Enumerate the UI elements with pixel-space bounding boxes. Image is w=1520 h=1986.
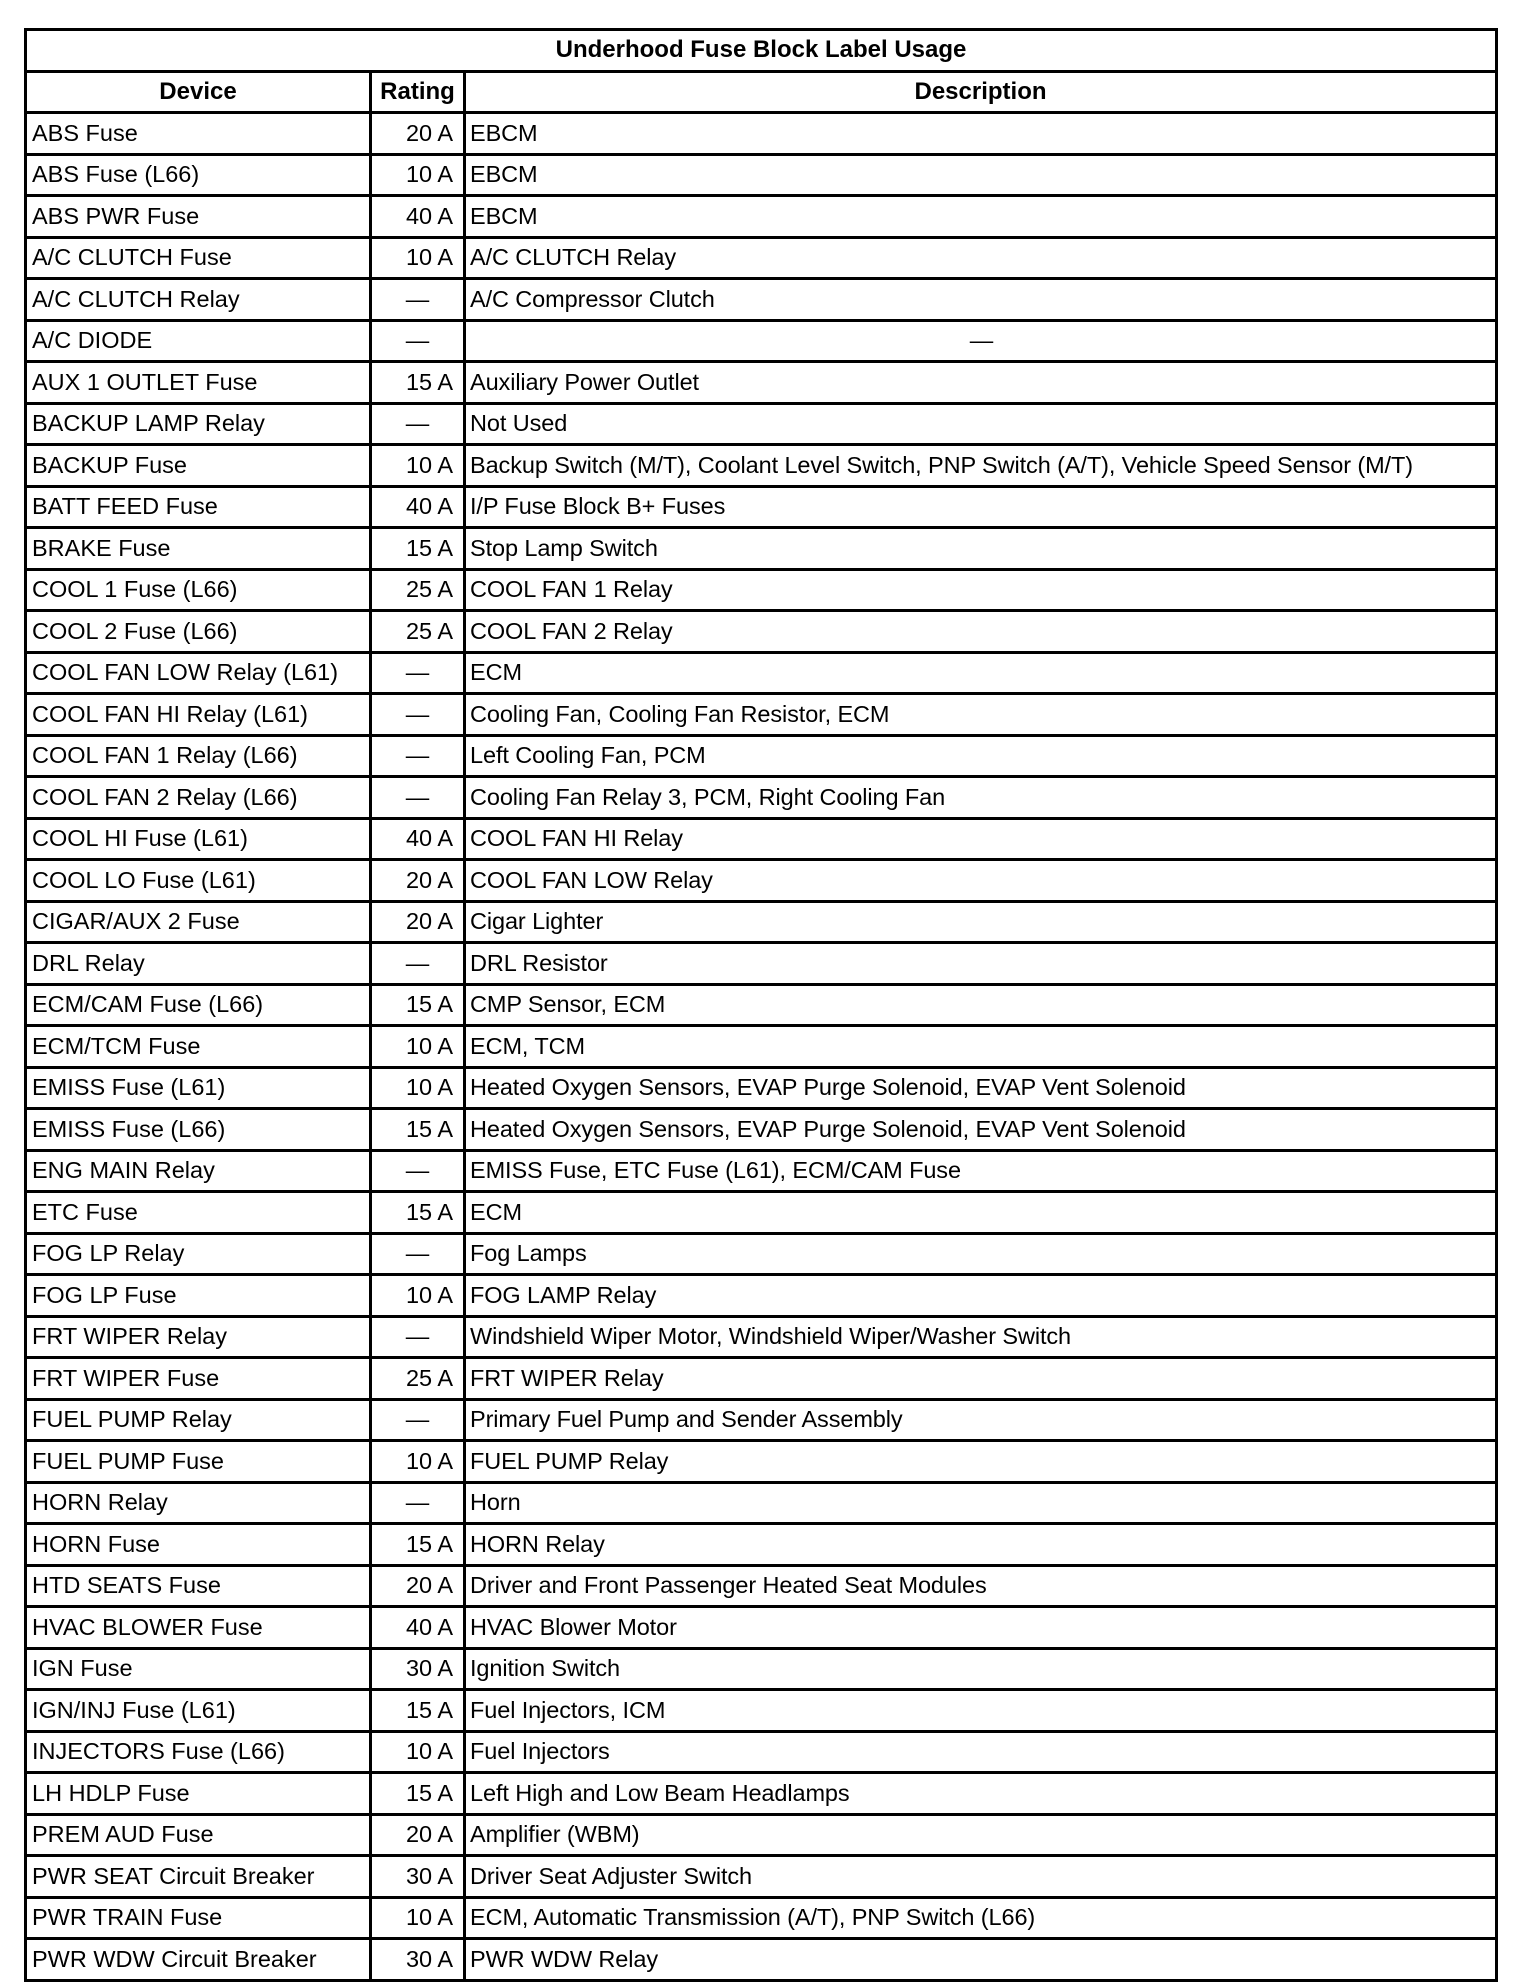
fuse-block-table	[24, 28, 1498, 1982]
description-cell: HVAC Blower Motor	[465, 1607, 1497, 1649]
device-cell: ABS PWR Fuse	[26, 196, 371, 238]
rating-cell: 20 A	[371, 860, 465, 902]
rating-cell: 10 A	[371, 1897, 465, 1939]
rating-cell: 15 A	[371, 984, 465, 1026]
device-cell: PWR WDW Circuit Breaker	[26, 1939, 371, 1981]
rating-cell: 15 A	[371, 1524, 465, 1566]
description-cell: Left Cooling Fan, PCM	[465, 735, 1497, 777]
rating-cell: 10 A	[371, 1067, 465, 1109]
table-row	[26, 611, 1497, 653]
table-row	[26, 777, 1497, 819]
rating-cell: —	[371, 1150, 465, 1192]
rating-cell: 15 A	[371, 1109, 465, 1151]
description-cell: PWR WDW Relay	[465, 1939, 1497, 1981]
rating-cell: 40 A	[371, 818, 465, 860]
device-cell: A/C CLUTCH Relay	[26, 279, 371, 321]
rating-cell: —	[371, 279, 465, 321]
device-cell: FRT WIPER Relay	[26, 1316, 371, 1358]
device-cell: A/C CLUTCH Fuse	[26, 237, 371, 279]
table-row	[26, 1482, 1497, 1524]
table-row	[26, 569, 1497, 611]
table-row	[26, 196, 1497, 238]
description-cell: ECM, TCM	[465, 1026, 1497, 1068]
description-cell: Cigar Lighter	[465, 901, 1497, 943]
table-row	[26, 1773, 1497, 1815]
description-cell: EBCM	[465, 113, 1497, 155]
description-cell: Not Used	[465, 403, 1497, 445]
device-cell: AUX 1 OUTLET Fuse	[26, 362, 371, 404]
table-row	[26, 818, 1497, 860]
rating-cell: 40 A	[371, 196, 465, 238]
table-row	[26, 154, 1497, 196]
table-row	[26, 1275, 1497, 1317]
rating-cell: 15 A	[371, 1773, 465, 1815]
description-cell: Fuel Injectors, ICM	[465, 1690, 1497, 1732]
device-cell: HTD SEATS Fuse	[26, 1565, 371, 1607]
table-row	[26, 901, 1497, 943]
rating-cell: 10 A	[371, 1441, 465, 1483]
device-cell: A/C DIODE	[26, 320, 371, 362]
device-cell: PWR SEAT Circuit Breaker	[26, 1856, 371, 1898]
table-row	[26, 694, 1497, 736]
description-cell: Amplifier (WBM)	[465, 1814, 1497, 1856]
description-cell: I/P Fuse Block B+ Fuses	[465, 486, 1497, 528]
description-cell: COOL FAN 2 Relay	[465, 611, 1497, 653]
description-cell: Cooling Fan, Cooling Fan Resistor, ECM	[465, 694, 1497, 736]
description-cell: Heated Oxygen Sensors, EVAP Purge Solenoid, EVAP Vent Solenoid	[465, 1109, 1497, 1151]
rating-cell: 30 A	[371, 1856, 465, 1898]
rating-cell: 25 A	[371, 569, 465, 611]
rating-cell: —	[371, 1399, 465, 1441]
table-body	[26, 113, 1497, 1981]
table-row	[26, 237, 1497, 279]
device-cell: HORN Fuse	[26, 1524, 371, 1566]
description-cell: EBCM	[465, 196, 1497, 238]
description-cell: HORN Relay	[465, 1524, 1497, 1566]
device-cell: IGN Fuse	[26, 1648, 371, 1690]
rating-cell: 40 A	[371, 486, 465, 528]
description-cell: A/C Compressor Clutch	[465, 279, 1497, 321]
description-cell: COOL FAN LOW Relay	[465, 860, 1497, 902]
rating-cell: —	[371, 403, 465, 445]
rating-cell: 10 A	[371, 445, 465, 487]
header-rating: Rating	[371, 71, 465, 113]
table-row	[26, 528, 1497, 570]
device-cell: ECM/CAM Fuse (L66)	[26, 984, 371, 1026]
description-cell: Fuel Injectors	[465, 1731, 1497, 1773]
table-row	[26, 279, 1497, 321]
table-row	[26, 1441, 1497, 1483]
table-row	[26, 735, 1497, 777]
rating-cell: 10 A	[371, 1275, 465, 1317]
table-row	[26, 403, 1497, 445]
description-cell: Backup Switch (M/T), Coolant Level Switch, PNP Switch (A/T), Vehicle Speed Sensor (M/T)	[465, 445, 1497, 487]
description-cell: COOL FAN 1 Relay	[465, 569, 1497, 611]
device-cell: COOL 2 Fuse (L66)	[26, 611, 371, 653]
table-row	[26, 1648, 1497, 1690]
device-cell: LH HDLP Fuse	[26, 1773, 371, 1815]
description-cell: Horn	[465, 1482, 1497, 1524]
device-cell: DRL Relay	[26, 943, 371, 985]
table-row	[26, 1399, 1497, 1441]
device-cell: ABS Fuse	[26, 113, 371, 155]
table-row	[26, 1192, 1497, 1234]
table-header-row	[26, 71, 1497, 113]
description-cell: Primary Fuel Pump and Sender Assembly	[465, 1399, 1497, 1441]
table-row	[26, 1731, 1497, 1773]
device-cell: FOG LP Relay	[26, 1233, 371, 1275]
rating-cell: —	[371, 1316, 465, 1358]
table-row	[26, 445, 1497, 487]
description-cell: DRL Resistor	[465, 943, 1497, 985]
description-cell: Left High and Low Beam Headlamps	[465, 1773, 1497, 1815]
table-row	[26, 362, 1497, 404]
rating-cell: 15 A	[371, 1192, 465, 1234]
table-title-row	[26, 30, 1497, 72]
description-cell: FUEL PUMP Relay	[465, 1441, 1497, 1483]
device-cell: BACKUP LAMP Relay	[26, 403, 371, 445]
rating-cell: —	[371, 320, 465, 362]
device-cell: FOG LP Fuse	[26, 1275, 371, 1317]
table-row	[26, 1316, 1497, 1358]
device-cell: FRT WIPER Fuse	[26, 1358, 371, 1400]
table-title: Underhood Fuse Block Label Usage	[26, 30, 1497, 72]
description-cell: Driver and Front Passenger Heated Seat Modules	[465, 1565, 1497, 1607]
device-cell: BRAKE Fuse	[26, 528, 371, 570]
device-cell: EMISS Fuse (L66)	[26, 1109, 371, 1151]
description-cell: Heated Oxygen Sensors, EVAP Purge Solenoid, EVAP Vent Solenoid	[465, 1067, 1497, 1109]
rating-cell: —	[371, 943, 465, 985]
device-cell: COOL FAN HI Relay (L61)	[26, 694, 371, 736]
description-cell: ECM	[465, 652, 1497, 694]
table-row	[26, 943, 1497, 985]
description-cell: EBCM	[465, 154, 1497, 196]
device-cell: COOL HI Fuse (L61)	[26, 818, 371, 860]
table-row	[26, 1358, 1497, 1400]
rating-cell: —	[371, 1233, 465, 1275]
device-cell: FUEL PUMP Fuse	[26, 1441, 371, 1483]
table-row	[26, 1565, 1497, 1607]
table-row	[26, 1067, 1497, 1109]
description-cell: Cooling Fan Relay 3, PCM, Right Cooling Fan	[465, 777, 1497, 819]
device-cell: ECM/TCM Fuse	[26, 1026, 371, 1068]
table-row	[26, 1939, 1497, 1981]
device-cell: ETC Fuse	[26, 1192, 371, 1234]
description-cell: Auxiliary Power Outlet	[465, 362, 1497, 404]
device-cell: COOL 1 Fuse (L66)	[26, 569, 371, 611]
description-cell: Fog Lamps	[465, 1233, 1497, 1275]
rating-cell: 10 A	[371, 237, 465, 279]
rating-cell: 20 A	[371, 1814, 465, 1856]
rating-cell: 20 A	[371, 113, 465, 155]
rating-cell: 15 A	[371, 362, 465, 404]
table-row	[26, 860, 1497, 902]
table-row	[26, 652, 1497, 694]
description-cell: —	[465, 320, 1497, 362]
device-cell: BACKUP Fuse	[26, 445, 371, 487]
device-cell: HVAC BLOWER Fuse	[26, 1607, 371, 1649]
table-row	[26, 1150, 1497, 1192]
rating-cell: —	[371, 694, 465, 736]
table-row	[26, 1233, 1497, 1275]
description-cell: A/C CLUTCH Relay	[465, 237, 1497, 279]
rating-cell: 25 A	[371, 611, 465, 653]
table-row	[26, 1607, 1497, 1649]
table-row	[26, 486, 1497, 528]
rating-cell: —	[371, 777, 465, 819]
device-cell: FUEL PUMP Relay	[26, 1399, 371, 1441]
rating-cell: —	[371, 652, 465, 694]
device-cell: CIGAR/AUX 2 Fuse	[26, 901, 371, 943]
table-row	[26, 320, 1497, 362]
table-row	[26, 1524, 1497, 1566]
table-row	[26, 1856, 1497, 1898]
table-row	[26, 1814, 1497, 1856]
description-cell: Driver Seat Adjuster Switch	[465, 1856, 1497, 1898]
description-cell: Ignition Switch	[465, 1648, 1497, 1690]
description-cell: COOL FAN HI Relay	[465, 818, 1497, 860]
rating-cell: 25 A	[371, 1358, 465, 1400]
rating-cell: 20 A	[371, 1565, 465, 1607]
device-cell: EMISS Fuse (L61)	[26, 1067, 371, 1109]
rating-cell: 10 A	[371, 154, 465, 196]
table-row	[26, 984, 1497, 1026]
rating-cell: 30 A	[371, 1648, 465, 1690]
rating-cell: 20 A	[371, 901, 465, 943]
description-cell: ECM, Automatic Transmission (A/T), PNP Switch (L66)	[465, 1897, 1497, 1939]
device-cell: PREM AUD Fuse	[26, 1814, 371, 1856]
device-cell: ENG MAIN Relay	[26, 1150, 371, 1192]
device-cell: PWR TRAIN Fuse	[26, 1897, 371, 1939]
device-cell: INJECTORS Fuse (L66)	[26, 1731, 371, 1773]
table-row	[26, 113, 1497, 155]
rating-cell: 10 A	[371, 1731, 465, 1773]
device-cell: IGN/INJ Fuse (L61)	[26, 1690, 371, 1732]
description-cell: Windshield Wiper Motor, Windshield Wiper/Washer Switch	[465, 1316, 1497, 1358]
description-cell: FRT WIPER Relay	[465, 1358, 1497, 1400]
device-cell: ABS Fuse (L66)	[26, 154, 371, 196]
table-row	[26, 1897, 1497, 1939]
device-cell: COOL FAN 1 Relay (L66)	[26, 735, 371, 777]
header-description: Description	[465, 71, 1497, 113]
rating-cell: 40 A	[371, 1607, 465, 1649]
device-cell: HORN Relay	[26, 1482, 371, 1524]
description-cell: ECM	[465, 1192, 1497, 1234]
description-cell: EMISS Fuse, ETC Fuse (L61), ECM/CAM Fuse	[465, 1150, 1497, 1192]
description-cell: CMP Sensor, ECM	[465, 984, 1497, 1026]
device-cell: COOL LO Fuse (L61)	[26, 860, 371, 902]
rating-cell: 15 A	[371, 528, 465, 570]
header-device: Device	[26, 71, 371, 113]
rating-cell: —	[371, 1482, 465, 1524]
device-cell: COOL FAN 2 Relay (L66)	[26, 777, 371, 819]
rating-cell: —	[371, 735, 465, 777]
rating-cell: 30 A	[371, 1939, 465, 1981]
description-cell: FOG LAMP Relay	[465, 1275, 1497, 1317]
table-row	[26, 1109, 1497, 1151]
table-row	[26, 1690, 1497, 1732]
device-cell: COOL FAN LOW Relay (L61)	[26, 652, 371, 694]
description-cell: Stop Lamp Switch	[465, 528, 1497, 570]
table-row	[26, 1026, 1497, 1068]
rating-cell: 15 A	[371, 1690, 465, 1732]
device-cell: BATT FEED Fuse	[26, 486, 371, 528]
rating-cell: 10 A	[371, 1026, 465, 1068]
